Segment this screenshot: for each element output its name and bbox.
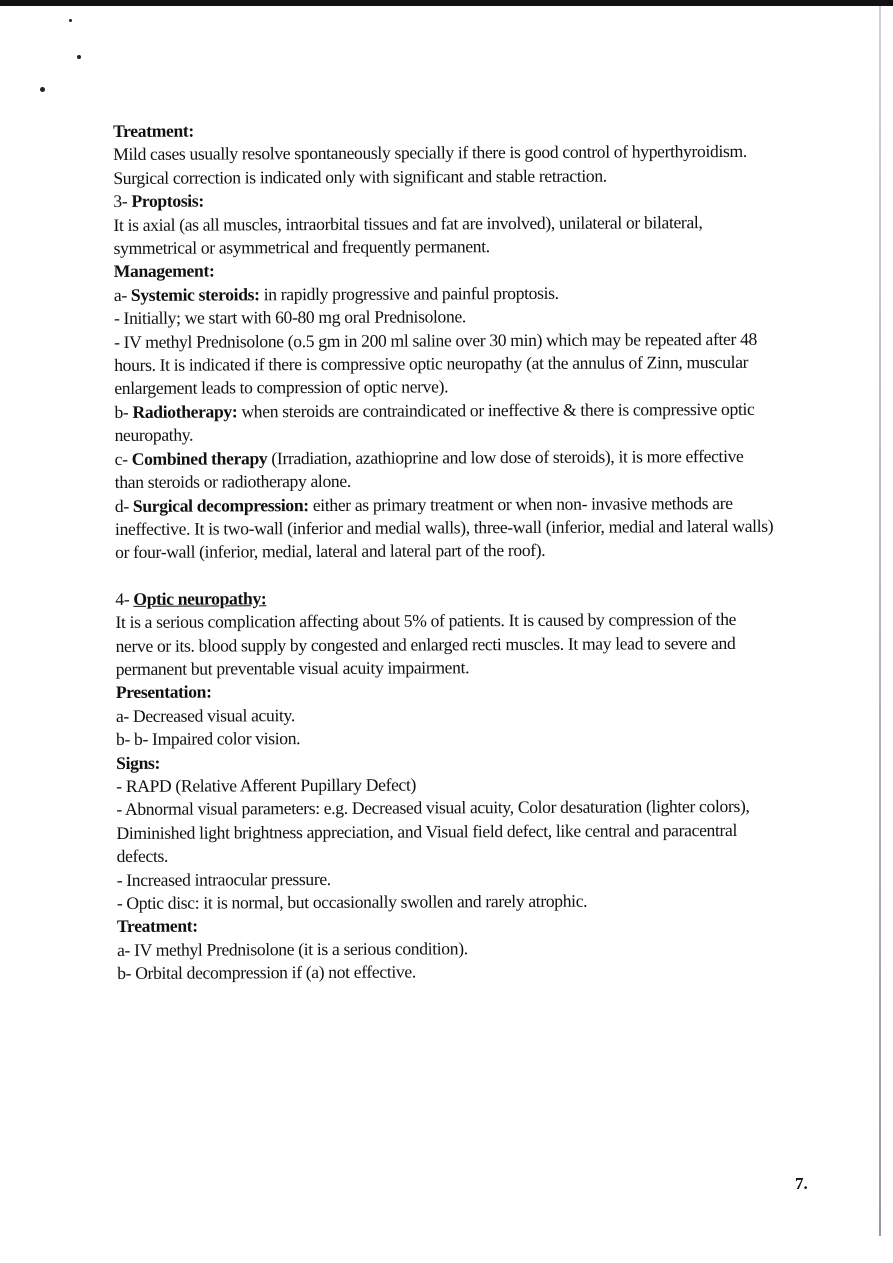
bold-term: Combined therapy — [131, 447, 268, 469]
management-heading: Management: — [113, 260, 215, 282]
item-text: in rapidly progressive and painful proptosis. — [259, 282, 559, 305]
paragraph: It is axial (as all muscles, intraorbital tissues and fat are involved), unilateral or bilateral, symmetrical or asymmetrical and frequently permanent. — [113, 211, 703, 259]
list-prefix: d- — [114, 495, 133, 516]
signs-heading: Signs: — [116, 752, 161, 773]
list-prefix: b- — [114, 401, 133, 422]
list-item: a- IV methyl Prednisolone (it is a serious condition). — [117, 938, 468, 960]
paragraph: Mild cases usually resolve spontaneously specially if there is good control of hyperthyroidism. — [113, 141, 747, 165]
list-item: b- Orbital decompression if (a) not effective. — [117, 961, 416, 984]
page-number: 7. — [795, 1174, 808, 1193]
bold-term: Systemic steroids: — [130, 284, 260, 305]
section-title: Optic neuropathy: — [133, 587, 267, 609]
presentation-heading: Presentation: — [115, 681, 212, 703]
list-item: - Optic disc: it is normal, but occasionally swollen and rarely atrophic. — [116, 890, 588, 913]
list-item: - Increased intraocular pressure. — [116, 868, 331, 890]
optic-treatment-heading: Treatment: — [116, 916, 198, 937]
item-text: (Irradiation, azathioprine and low dose of steroids), it is more effective than steroids or radiotherapy alone. — [114, 445, 744, 493]
spacer — [115, 561, 775, 587]
section-title: Proptosis: — [131, 190, 204, 212]
document-body — [113, 117, 777, 986]
scan-top-border — [0, 0, 893, 6]
list-item: - Abnormal visual parameters: e.g. Decreased visual acuity, Color desaturation (lighter colors), Diminished light brightness appreciation, and Visual field defect, like central and paracentral defects. — [116, 796, 750, 867]
list-item — [115, 491, 775, 564]
list-prefix: 4- — [115, 588, 134, 609]
paragraph: Surgical correction is indicated only with significant and stable retraction. — [113, 165, 607, 188]
treatment-heading: Treatment: — [113, 120, 194, 141]
scan-right-edge — [879, 6, 881, 1236]
item-text: either as primary treatment or when non- invasive methods are ineffective. It is two-wall (inferior and medial walls), three-wall (inferior, medial and lateral walls) or four-wall (inferior, medial, lateral and lateral part of the roof). — [114, 492, 774, 563]
list-item — [114, 281, 774, 308]
scan-speck — [40, 87, 45, 92]
list-item: - Initially; we start with 60-80 mg oral Prednisolone. — [113, 306, 466, 329]
list-item — [115, 444, 775, 494]
list-item — [114, 398, 774, 448]
proptosis-heading — [113, 187, 773, 214]
bold-term: Surgical decompression: — [132, 494, 309, 516]
scan-speck — [69, 19, 72, 22]
list-prefix: c- — [114, 448, 132, 469]
optic-neuropathy-heading — [115, 584, 775, 611]
paragraph: It is a serious complication affecting about 5% of patients. It is caused by compression of the nerve or its. blood supply by congested and enlarged recti muscles. It may lead to severe and permanent but preventable visual acuity impairment. — [115, 609, 737, 679]
list-prefix: a- — [113, 284, 131, 305]
list-item: - RAPD (Relative Afferent Pupillary Defect) — [116, 774, 417, 796]
list-item: - IV methyl Prednisolone (o.5 gm in 200 ml saline over 30 min) which may be repeated after 48 hours. It is indicated if there is compressive optic neuropathy (at the annulus of Zinn, muscular enlargement leads to compression of optic nerve). — [114, 328, 757, 399]
list-item: a- Decreased visual acuity. — [115, 704, 295, 726]
item-text: when steroids are contraindicated or ineffective & there is compressive optic neuropathy. — [114, 398, 755, 446]
scan-speck — [77, 55, 81, 59]
list-item: b- b- Impaired color vision. — [115, 728, 301, 750]
bold-term: Radiotherapy: — [132, 401, 238, 422]
list-prefix: 3- — [113, 191, 132, 212]
